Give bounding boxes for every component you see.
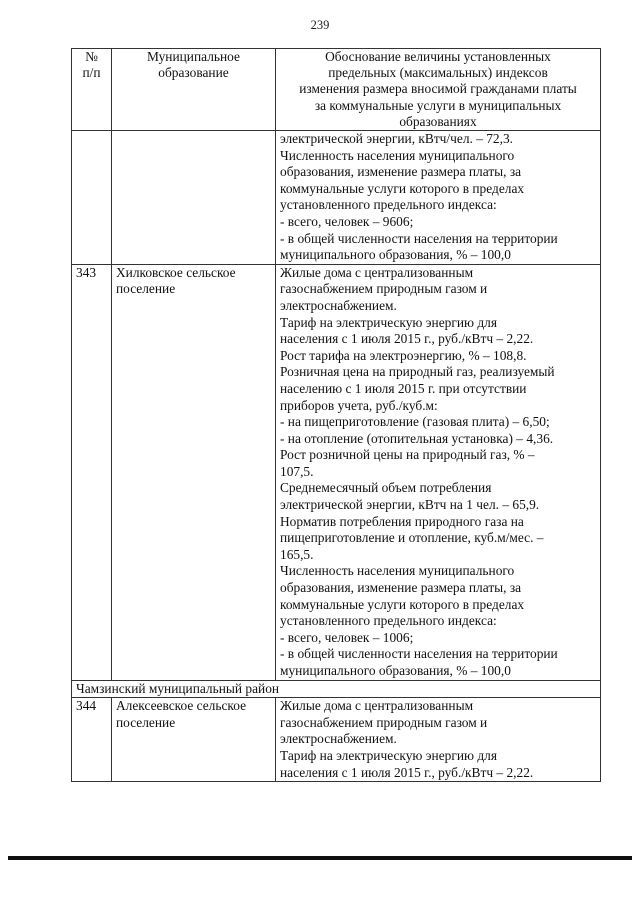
text-line: населения с 1 июля 2015 г., руб./кВтч – 2,22. <box>280 331 534 347</box>
text-line: электрической энергии, кВтч на 1 чел. – 65,9. <box>280 497 540 513</box>
text-line: Тариф на электрическую энергию для <box>280 747 498 763</box>
table-row-343 <box>72 264 601 680</box>
text-line: Рост розничной цены на природный газ, % – <box>280 447 535 463</box>
header-justification-line: изменения размера вносимой гражданами платы <box>299 81 577 97</box>
header-justification <box>276 49 601 131</box>
text-line: Тариф на электрическую энергию для <box>280 314 498 330</box>
table-header-row <box>72 49 601 131</box>
text-line: Жилые дома с централизованным <box>280 264 474 280</box>
text-line: Рост тарифа на электроэнергию, % – 108,8. <box>280 347 527 363</box>
municipality-line: Алексеевское сельское <box>116 698 247 714</box>
text-line: Численность населения муниципального <box>280 563 515 579</box>
district-row <box>72 680 601 698</box>
text-line: электрической энергии, кВтч/чел. – 72,3. <box>280 131 514 147</box>
text-line: газоснабжением природным газом и <box>280 714 488 730</box>
text-line: Жилые дома с централизованным <box>280 698 474 714</box>
utility-index-table <box>71 48 601 782</box>
text-line: газоснабжением природным газом и <box>280 281 488 297</box>
text-line: образования, изменение размера платы, за <box>280 580 522 596</box>
text-line: - всего, человек – 1006; <box>280 629 414 645</box>
text-line: 107,5. <box>280 463 314 479</box>
text-line: установленного предельного индекса: <box>280 197 497 213</box>
table-row-continuation <box>72 131 601 265</box>
cell-justification <box>276 264 601 680</box>
cell-municipality <box>112 264 276 680</box>
header-justification-line: предельных (максимальных) индексов <box>328 65 548 81</box>
header-justification-line: за коммунальные услуги в муниципальных <box>314 97 562 113</box>
cell-num: 344 <box>72 698 112 782</box>
text-line: установленного предельного индекса: <box>280 613 497 629</box>
municipality-line: поселение <box>116 281 176 297</box>
text-line: Среднемесячный объем потребления <box>280 480 492 496</box>
text-line: пищеприготовление и отопление, куб.м/мес. – <box>280 530 544 546</box>
text-line: муниципального образования, % – 100,0 <box>280 247 511 263</box>
text-line: - на пищеприготовление (газовая плита) – 6,50; <box>280 414 550 430</box>
text-line: электроснабжением. <box>280 297 397 313</box>
page-number: 239 <box>310 18 330 32</box>
cell-municipality <box>112 698 276 782</box>
header-municipality-line: Муниципальное <box>147 49 240 64</box>
header-num-line: п/п <box>82 65 101 81</box>
text-line: - всего, человек – 9606; <box>280 213 414 229</box>
table-row-344 <box>72 698 601 782</box>
header-municipality <box>112 49 276 131</box>
text-line: Численность населения муниципального <box>280 147 515 163</box>
text-line: коммунальные услуги которого в пределах <box>280 180 525 196</box>
text-line: - в общей численности населения на территории <box>280 646 558 662</box>
municipality-line: поселение <box>116 714 176 730</box>
header-justification-line: Обоснование величины установленных <box>325 49 551 64</box>
header-municipality-line: образование <box>158 65 229 81</box>
text-line: электроснабжением. <box>280 731 397 747</box>
header-num-line: № <box>85 49 98 64</box>
text-line: Розничная цена на природный газ, реализуемый <box>280 364 555 380</box>
header-justification-line: образованиях <box>399 113 477 129</box>
text-line: коммунальные услуги которого в пределах <box>280 596 525 612</box>
cell-justification <box>276 698 601 782</box>
text-line: приборов учета, руб./куб.м: <box>280 397 438 413</box>
text-line: населению с 1 июля 2015 г. при отсутствии <box>280 380 527 396</box>
text-line: 165,5. <box>280 546 314 562</box>
municipality-line: Хилковское сельское <box>116 264 236 280</box>
text-line: Норматив потребления природного газа на <box>280 513 524 529</box>
header-num <box>72 49 112 131</box>
district-heading: Чамзинский муниципальный район <box>72 680 601 698</box>
cell-num <box>72 131 112 265</box>
cell-num: 343 <box>72 264 112 680</box>
text-line: муниципального образования, % – 100,0 <box>280 663 511 679</box>
cell-municipality <box>112 131 276 265</box>
bottom-divider <box>8 856 632 860</box>
text-line: образования, изменение размера платы, за <box>280 164 522 180</box>
text-line: - на отопление (отопительная установка) – 4,36. <box>280 430 554 446</box>
text-line: - в общей численности населения на территории <box>280 230 558 246</box>
text-line: населения с 1 июля 2015 г., руб./кВтч – 2,22. <box>280 764 534 780</box>
cell-justification <box>276 131 601 265</box>
